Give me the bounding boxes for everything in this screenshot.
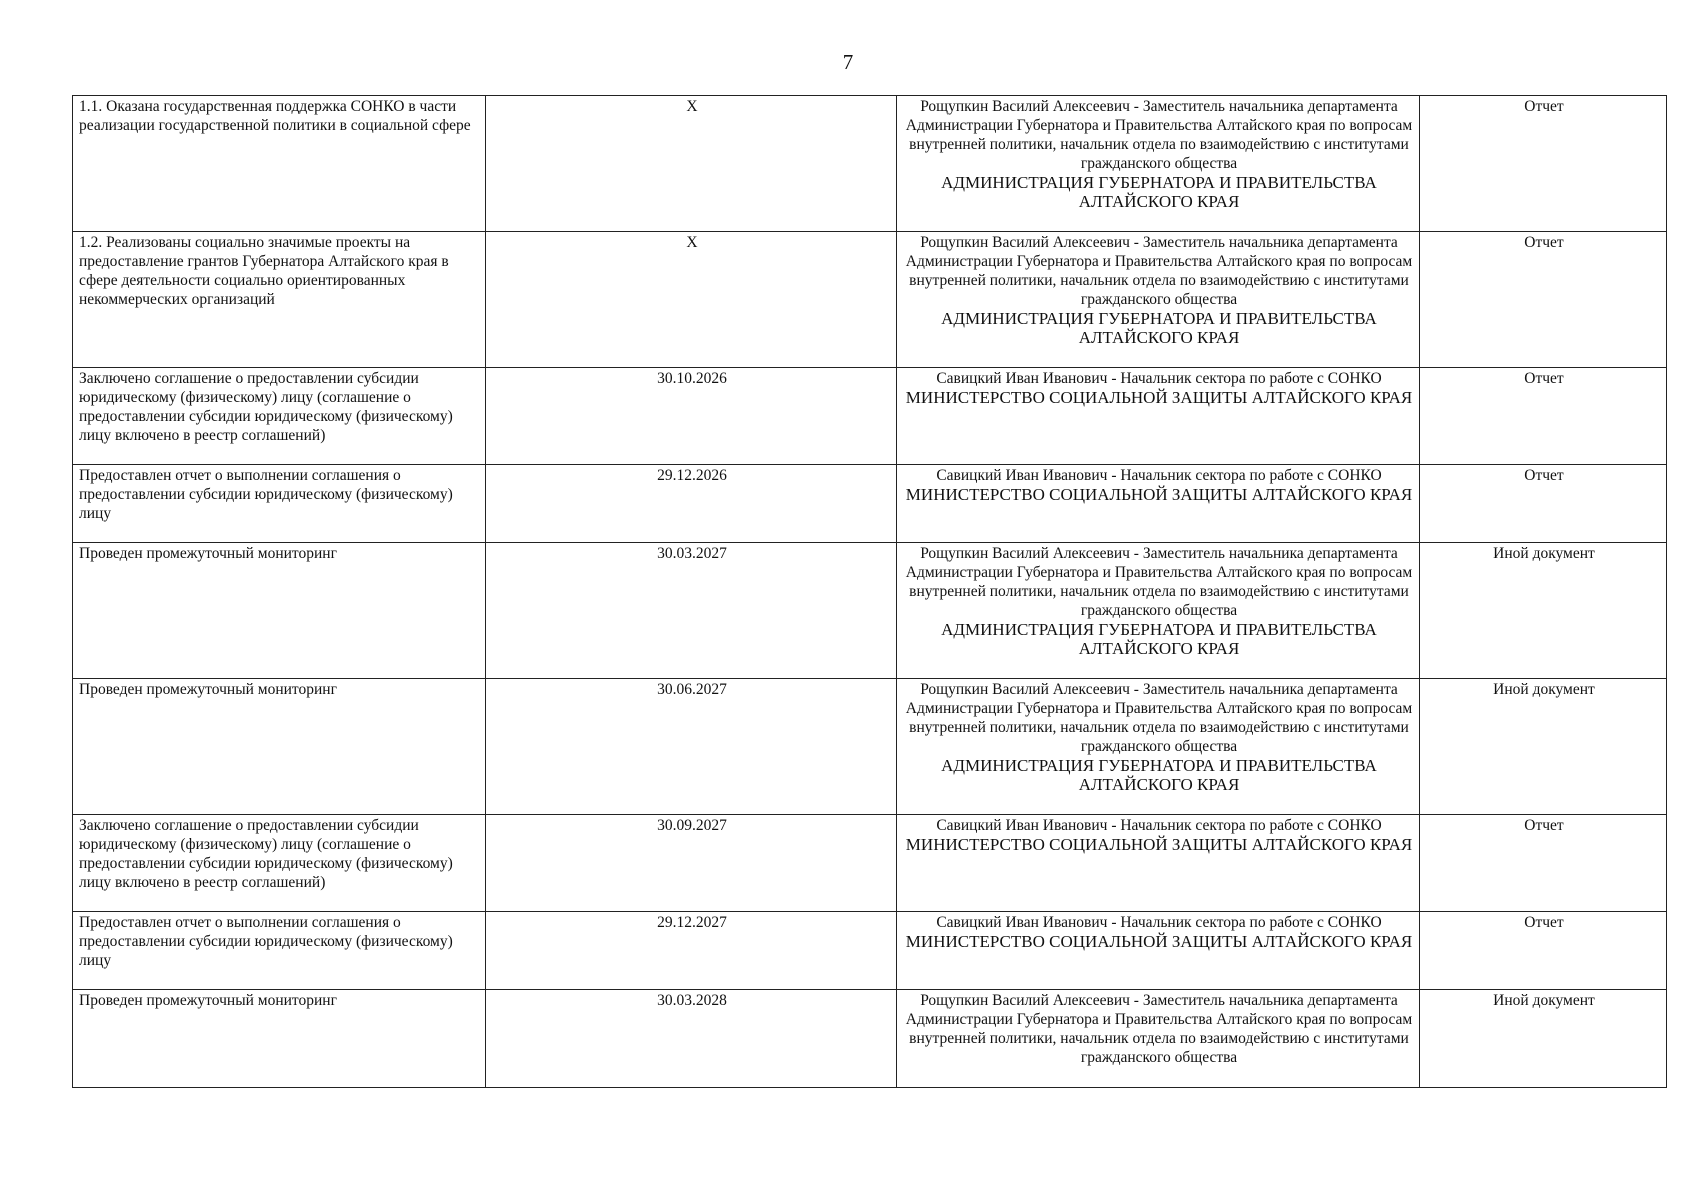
responsible-organization: АДМИНИСТРАЦИЯ ГУБЕРНАТОРА И ПРАВИТЕЛЬСТВА АЛТАЙСКОГО КРАЯ [941,756,1377,794]
responsible-organization: АДМИНИСТРАЦИЯ ГУБЕРНАТОРА И ПРАВИТЕЛЬСТВА АЛТАЙСКОГО КРАЯ [941,620,1377,658]
event-cell: Проведен промежуточный мониторинг [73,679,486,815]
responsible-person: Рощупкин Василий Алексеевич - Заместитель начальника департамента Администрации Губернатора и Правительства Алтайского края по вопросам внутренней политики, начальник отдела по взаимодействию с институтами гражданского общества [905,681,1413,755]
plan-table [72,95,1667,1088]
responsible-cell [897,815,1420,912]
document-type-cell: Иной документ [1420,543,1667,679]
event-cell: Заключено соглашение о предоставлении субсидии юридическому (физическому) лицу (соглашение о предоставлении субсидии юридическому (физическому) лицу включено в реестр соглашений) [73,815,486,912]
document-type-cell: Отчет [1420,912,1667,990]
responsible-cell [897,368,1420,465]
document-type-cell: Отчет [1420,465,1667,543]
responsible-person: Рощупкин Василий Алексеевич - Заместитель начальника департамента Администрации Губернатора и Правительства Алтайского края по вопросам внутренней политики, начальник отдела по взаимодействию с институтами гражданского общества [905,545,1413,619]
date-cell: 30.03.2028 [486,990,897,1088]
document-type-cell: Отчет [1420,232,1667,368]
responsible-organization: АДМИНИСТРАЦИЯ ГУБЕРНАТОРА И ПРАВИТЕЛЬСТВА АЛТАЙСКОГО КРАЯ [941,309,1377,347]
responsible-cell [897,679,1420,815]
date-cell: 30.06.2027 [486,679,897,815]
event-cell: Предоставлен отчет о выполнении соглашения о предоставлении субсидии юридическому (физическому) лицу [73,465,486,543]
event-cell: Проведен промежуточный мониторинг [73,543,486,679]
responsible-cell [897,465,1420,543]
event-cell: 1.1. Оказана государственная поддержка СОНКО в части реализации государственной политики в социальной сфере [73,96,486,232]
table-row [73,912,1667,990]
event-cell: Заключено соглашение о предоставлении субсидии юридическому (физическому) лицу (соглашение о предоставлении субсидии юридическому (физическому) лицу включено в реестр соглашений) [73,368,486,465]
page-number: 7 [842,50,854,74]
table-row [73,679,1667,815]
table-row [73,465,1667,543]
responsible-organization: МИНИСТЕРСТВО СОЦИАЛЬНОЙ ЗАЩИТЫ АЛТАЙСКОГО КРАЯ [905,835,1413,854]
responsible-organization: МИНИСТЕРСТВО СОЦИАЛЬНОЙ ЗАЩИТЫ АЛТАЙСКОГО КРАЯ [905,932,1413,951]
responsible-person: Савицкий Иван Иванович - Начальник сектора по работе с СОНКО [936,914,1382,931]
table-row [73,543,1667,679]
responsible-cell [897,543,1420,679]
document-type-cell: Отчет [1420,368,1667,465]
date-cell: X [486,96,897,232]
date-cell: 30.10.2026 [486,368,897,465]
date-cell: 30.03.2027 [486,543,897,679]
responsible-cell [897,232,1420,368]
date-cell: 30.09.2027 [486,815,897,912]
document-type-cell: Иной документ [1420,990,1667,1088]
responsible-cell [897,990,1420,1088]
date-cell: 29.12.2026 [486,465,897,543]
responsible-cell [897,912,1420,990]
event-cell: Предоставлен отчет о выполнении соглашения о предоставлении субсидии юридическому (физическому) лицу [73,912,486,990]
document-type-cell: Отчет [1420,96,1667,232]
responsible-person: Рощупкин Василий Алексеевич - Заместитель начальника департамента Администрации Губернатора и Правительства Алтайского края по вопросам внутренней политики, начальник отдела по взаимодействию с институтами гражданского общества [905,98,1413,172]
table-row [73,96,1667,232]
responsible-person: Савицкий Иван Иванович - Начальник сектора по работе с СОНКО [936,817,1382,834]
table-row [73,990,1667,1088]
responsible-cell [897,96,1420,232]
responsible-organization: АДМИНИСТРАЦИЯ ГУБЕРНАТОРА И ПРАВИТЕЛЬСТВА АЛТАЙСКОГО КРАЯ [941,173,1377,211]
responsible-organization: МИНИСТЕРСТВО СОЦИАЛЬНОЙ ЗАЩИТЫ АЛТАЙСКОГО КРАЯ [905,485,1413,504]
date-cell: 29.12.2027 [486,912,897,990]
event-cell: Проведен промежуточный мониторинг [73,990,486,1088]
responsible-person: Савицкий Иван Иванович - Начальник сектора по работе с СОНКО [936,467,1382,484]
table-row [73,815,1667,912]
responsible-person: Савицкий Иван Иванович - Начальник сектора по работе с СОНКО [936,370,1382,387]
document-type-cell: Иной документ [1420,679,1667,815]
responsible-person: Рощупкин Василий Алексеевич - Заместитель начальника департамента Администрации Губернатора и Правительства Алтайского края по вопросам внутренней политики, начальник отдела по взаимодействию с институтами гражданского общества [905,992,1413,1066]
date-cell: X [486,232,897,368]
table-row [73,368,1667,465]
responsible-person: Рощупкин Василий Алексеевич - Заместитель начальника департамента Администрации Губернатора и Правительства Алтайского края по вопросам внутренней политики, начальник отдела по взаимодействию с институтами гражданского общества [905,234,1413,308]
table-row [73,232,1667,368]
event-cell: 1.2. Реализованы социально значимые проекты на предоставление грантов Губернатора Алтайского края в сфере деятельности социально ориентированных некоммерческих организаций [73,232,486,368]
responsible-organization: МИНИСТЕРСТВО СОЦИАЛЬНОЙ ЗАЩИТЫ АЛТАЙСКОГО КРАЯ [905,388,1413,407]
document-type-cell: Отчет [1420,815,1667,912]
